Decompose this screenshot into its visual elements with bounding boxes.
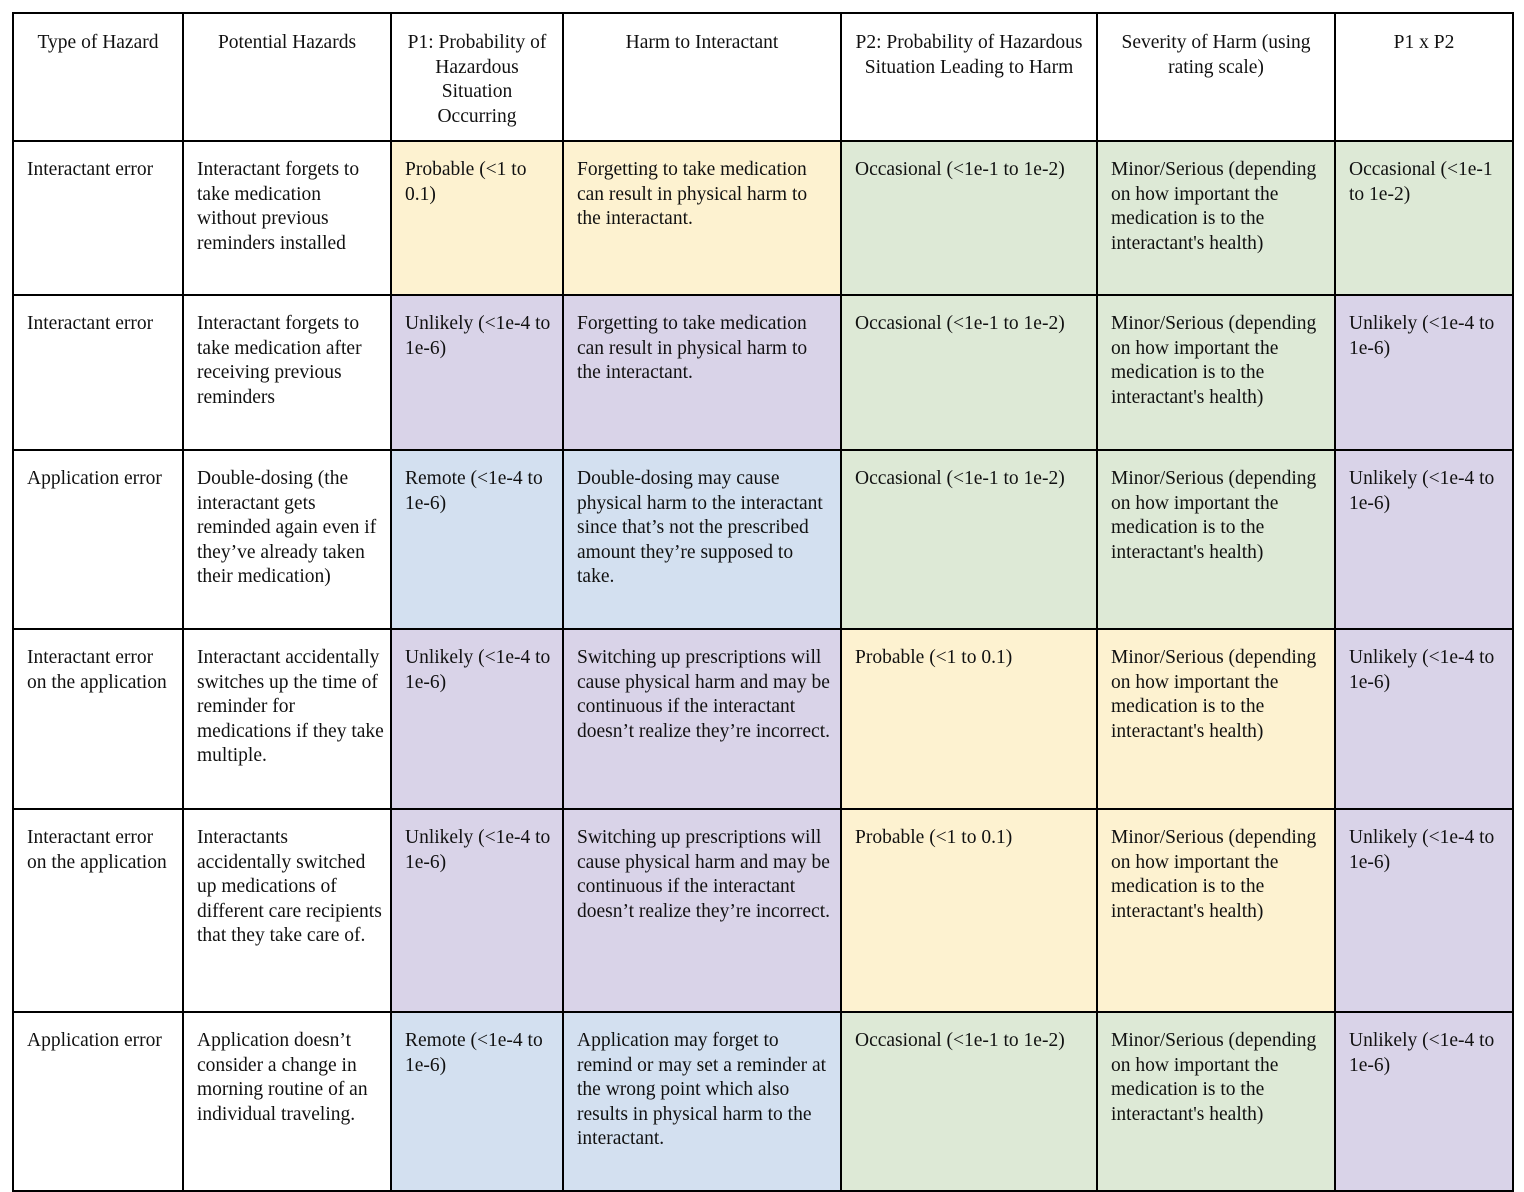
cell-type: Interactant error on the application	[13, 809, 183, 1012]
table-row	[13, 450, 1513, 629]
header-type-of-hazard: Type of Hazard	[13, 13, 183, 141]
header-p1-probability: P1: Probability of Hazardous Situation Occurring	[391, 13, 563, 141]
cell-harm: Double-dosing may cause physical harm to the interactant since that’s not the prescribed amount they’re supposed to take.	[563, 450, 841, 629]
cell-p1: Probable (<1 to 0.1)	[391, 141, 563, 295]
cell-type: Application error	[13, 1012, 183, 1191]
cell-type: Application error	[13, 450, 183, 629]
cell-p1: Unlikely (<1e-4 to 1e-6)	[391, 295, 563, 450]
cell-p1: Remote (<1e-4 to 1e-6)	[391, 1012, 563, 1191]
hazard-analysis-table	[12, 12, 1514, 1192]
cell-p1: Unlikely (<1e-4 to 1e-6)	[391, 809, 563, 1012]
table-row	[13, 1012, 1513, 1191]
cell-hazard: Interactant accidentally switches up the time of reminder for medications if they take multiple.	[183, 629, 391, 809]
cell-p1xp2: Unlikely (<1e-4 to 1e-6)	[1335, 809, 1513, 1012]
cell-p2: Probable (<1 to 0.1)	[841, 809, 1097, 1012]
cell-type: Interactant error on the application	[13, 629, 183, 809]
cell-p1xp2: Unlikely (<1e-4 to 1e-6)	[1335, 1012, 1513, 1191]
cell-hazard: Interactant forgets to take medication after receiving previous reminders	[183, 295, 391, 450]
cell-hazard: Double-dosing (the interactant gets reminded again even if they’ve already taken their medication)	[183, 450, 391, 629]
cell-p1xp2: Unlikely (<1e-4 to 1e-6)	[1335, 450, 1513, 629]
header-p2-probability: P2: Probability of Hazardous Situation Leading to Harm	[841, 13, 1097, 141]
cell-severity: Minor/Serious (depending on how important the medication is to the interactant's health)	[1097, 450, 1335, 629]
cell-p1: Unlikely (<1e-4 to 1e-6)	[391, 629, 563, 809]
header-severity-of-harm: Severity of Harm (using rating scale)	[1097, 13, 1335, 141]
cell-harm: Switching up prescriptions will cause physical harm and may be continuous if the interactant doesn’t realize they’re incorrect.	[563, 629, 841, 809]
table-row	[13, 295, 1513, 450]
cell-p2: Probable (<1 to 0.1)	[841, 629, 1097, 809]
cell-p2: Occasional (<1e-1 to 1e-2)	[841, 1012, 1097, 1191]
cell-hazard: Application doesn’t consider a change in morning routine of an individual traveling.	[183, 1012, 391, 1191]
cell-p1xp2: Unlikely (<1e-4 to 1e-6)	[1335, 295, 1513, 450]
cell-severity: Minor/Serious (depending on how important the medication is to the interactant's health)	[1097, 809, 1335, 1012]
cell-p2: Occasional (<1e-1 to 1e-2)	[841, 141, 1097, 295]
cell-hazard: Interactants accidentally switched up medications of different care recipients that they take care of.	[183, 809, 391, 1012]
cell-severity: Minor/Serious (depending on how important the medication is to the interactant's health)	[1097, 1012, 1335, 1191]
cell-harm: Switching up prescriptions will cause physical harm and may be continuous if the interactant doesn’t realize they’re incorrect.	[563, 809, 841, 1012]
cell-hazard: Interactant forgets to take medication without previous reminders installed	[183, 141, 391, 295]
cell-type: Interactant error	[13, 295, 183, 450]
header-harm-to-interactant: Harm to Interactant	[563, 13, 841, 141]
cell-severity: Minor/Serious (depending on how important the medication is to the interactant's health)	[1097, 629, 1335, 809]
cell-p2: Occasional (<1e-1 to 1e-2)	[841, 295, 1097, 450]
table-row	[13, 141, 1513, 295]
cell-p1xp2: Occasional (<1e-1 to 1e-2)	[1335, 141, 1513, 295]
cell-harm: Forgetting to take medication can result in physical harm to the interactant.	[563, 295, 841, 450]
header-p1-x-p2: P1 x P2	[1335, 13, 1513, 141]
table-row	[13, 629, 1513, 809]
header-row	[13, 13, 1513, 141]
cell-severity: Minor/Serious (depending on how important the medication is to the interactant's health)	[1097, 141, 1335, 295]
cell-severity: Minor/Serious (depending on how important the medication is to the interactant's health)	[1097, 295, 1335, 450]
table-row	[13, 809, 1513, 1012]
cell-type: Interactant error	[13, 141, 183, 295]
header-potential-hazards: Potential Hazards	[183, 13, 391, 141]
cell-harm: Application may forget to remind or may set a reminder at the wrong point which also results in physical harm to the interactant.	[563, 1012, 841, 1191]
cell-p1xp2: Unlikely (<1e-4 to 1e-6)	[1335, 629, 1513, 809]
cell-p2: Occasional (<1e-1 to 1e-2)	[841, 450, 1097, 629]
cell-harm: Forgetting to take medication can result in physical harm to the interactant.	[563, 141, 841, 295]
cell-p1: Remote (<1e-4 to 1e-6)	[391, 450, 563, 629]
